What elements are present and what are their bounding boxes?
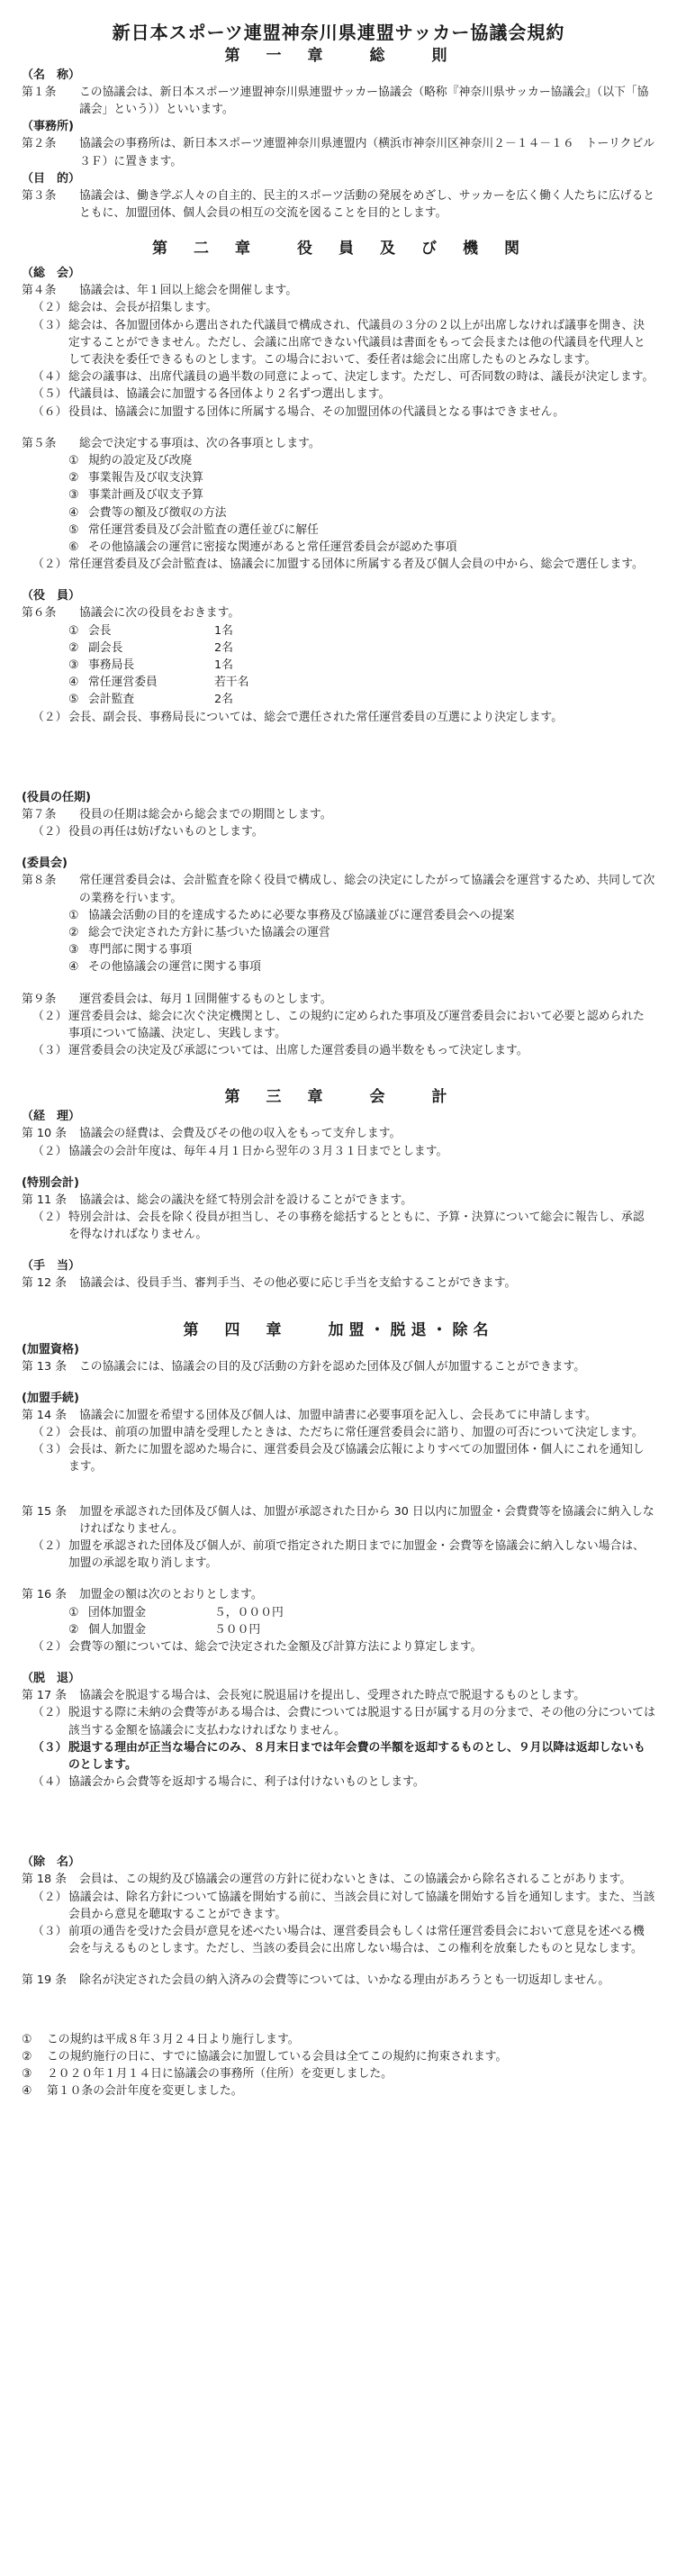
paragraph-text: 代議員は、協議会に加盟する各団体より２名ずつ選出します。 xyxy=(68,387,391,402)
chapter-1-heading: 第 一 章 総 則 xyxy=(224,47,453,65)
heading-officers: （役 員） xyxy=(22,589,81,603)
paragraph-text: 総会は、会長が招集します。 xyxy=(68,301,218,315)
list-item: ⑥ その他協議会の運営に密接な関連があると常任運営委員会が認めた事項 xyxy=(68,540,457,555)
article-4-paragraph-2 xyxy=(22,299,655,316)
article-10 xyxy=(22,1125,655,1142)
article-15 xyxy=(22,1503,655,1537)
article-2 xyxy=(22,135,655,169)
paragraph-text: 会費等の額については、総会で決定された金額及び計算方法により算定します。 xyxy=(68,1639,483,1654)
article-9-paragraph-2 xyxy=(22,1008,655,1042)
article-9-paragraph-3 xyxy=(22,1042,655,1059)
article-text: 加盟を承認された団体及び個人は、加盟が承認された日から 30 日以内に加盟金・会費費等を協議会に納入しなければなりません。 xyxy=(79,1504,654,1536)
paragraph-number: （４） xyxy=(32,1775,68,1790)
list-item: ③ 専門部に関する事項 xyxy=(68,943,193,957)
article-number: 第 18 条 xyxy=(22,1873,68,1887)
paragraph-number: （３） xyxy=(32,1740,68,1755)
bylaws-document xyxy=(22,20,655,2100)
paragraph-text: 協議会から会費等を返却する場合に、利子は付けないものとします。 xyxy=(68,1775,425,1790)
article-number: 第 10 条 xyxy=(22,1127,68,1141)
chapter-3-heading: 第 三 章 会 計 xyxy=(224,1088,453,1107)
heading-membership: (加盟資格) xyxy=(22,1342,79,1356)
article-number: 第 12 条 xyxy=(22,1276,68,1291)
article-8 xyxy=(22,872,655,906)
article-11-paragraph-2 xyxy=(22,1209,655,1243)
article-10-paragraph-2 xyxy=(22,1143,655,1160)
heading-expense: （経 理） xyxy=(22,1110,81,1124)
supplementary-note: ① この規約は平成８年３月２４日より施行します。 xyxy=(22,2032,300,2046)
fee-item: ② 個人加盟金 ５００円 xyxy=(68,1622,261,1637)
article-17-paragraph-4 xyxy=(22,1773,655,1791)
article-number: 第６条 xyxy=(22,606,57,621)
heading-office: （事務所) xyxy=(22,120,74,134)
heading-general-meeting: （総 会） xyxy=(22,267,81,281)
list-item: ⑤ 常任運営委員及び会計監査の選任並びに解任 xyxy=(68,522,319,537)
article-4-paragraph-5 xyxy=(22,385,655,403)
article-12 xyxy=(22,1274,655,1292)
supplementary-note: ③ ２０２０年１月１４日に協議会の事務所（住所）を変更しました。 xyxy=(22,2067,393,2082)
paragraph-text: 会長、副会長、事務局長については、総会で選任された常任運営委員の互選により決定します。 xyxy=(68,710,563,724)
article-text: この協議会には、協議会の目的及び活動の方針を認めた団体及び個人が加盟することができます。 xyxy=(79,1359,586,1374)
article-16 xyxy=(22,1586,655,1603)
paragraph-text: 常任運営委員及び会計監査は、協議会に加盟する団体に所属する者及び個人会員の中から、総会で選任します。 xyxy=(68,558,644,572)
paragraph-text: 脱退する際に未納の会費等がある場合は、会費については脱退する日が属する月の分まで、その他の分については該当する金額を協議会に支払わなければなりません。 xyxy=(68,1706,655,1737)
article-17-paragraph-3 xyxy=(22,1739,655,1773)
article-text: 役員の任期は総会から総会までの期間とします。 xyxy=(79,807,332,821)
paragraph-number: （２） xyxy=(32,825,68,839)
article-5-paragraph-2 xyxy=(22,556,655,573)
article-text: 総会で決定する事項は、次の各事項とします。 xyxy=(79,436,320,450)
article-number: 第２条 xyxy=(22,137,57,151)
article-number: 第５条 xyxy=(22,436,57,450)
heading-withdrawal: （脱 退） xyxy=(22,1672,81,1686)
paragraph-text: 役員の再任は妨げないものとします。 xyxy=(68,825,264,839)
paragraph-text: 会長は、前項の加盟申請を受理したときは、ただちに常任運営委員会に諮り、加盟の可否について決定します。 xyxy=(68,1425,644,1439)
paragraph-number: （２） xyxy=(32,1538,68,1553)
officer-item: ① 会長 1名 xyxy=(68,623,233,638)
paragraph-number: （２） xyxy=(32,1706,68,1720)
list-item: ① 規約の設定及び改廃 xyxy=(68,454,193,468)
article-16-paragraph-2 xyxy=(22,1638,655,1655)
list-item: ④ その他協議会の運営に関する事項 xyxy=(68,960,261,975)
article-3 xyxy=(22,187,655,222)
article-number: 第 16 条 xyxy=(22,1588,68,1602)
paragraph-number: （２） xyxy=(32,1639,68,1654)
paragraph-number: （２） xyxy=(32,301,68,315)
article-6 xyxy=(22,604,655,621)
list-item: ③ 事業計画及び収支予算 xyxy=(68,488,203,503)
paragraph-text: 会長は、新たに加盟を認めた場合に、運営委員会及び協議会広報によりすべての加盟団体・個人にこれを通知します。 xyxy=(68,1443,645,1474)
supplementary-note: ② この規約施行の日に、すでに協議会に加盟している会員は全てこの規約に拘束されます。 xyxy=(22,2049,508,2064)
article-text: 協議会は、総会の議決を経て特別会計を設けることができます。 xyxy=(79,1193,413,1207)
article-number: 第 13 条 xyxy=(22,1359,68,1374)
paragraph-number: （５） xyxy=(32,387,68,402)
paragraph-text: 協議会の会計年度は、毎年４月１日から翌年の３月３１日までとします。 xyxy=(68,1144,448,1158)
paragraph-text: 特別会計は、会長を除く役員が担当し、その事務を総括するとともに、予算・決算について総会に報告し、承認を得なければなりません。 xyxy=(68,1210,645,1242)
list-item: ② 総会で決定された方針に基づいた協議会の運営 xyxy=(68,925,330,939)
paragraph-number: （２） xyxy=(32,1210,68,1224)
article-1 xyxy=(22,84,655,118)
paragraph-text: 運営委員会は、総会に次ぐ決定機関とし、この規約に定められた事項及び運営委員会において必要と認められた事項について協議、決定し、実践します。 xyxy=(68,1009,645,1040)
heading-expulsion: （除 名） xyxy=(22,1855,81,1870)
article-number: 第４条 xyxy=(22,284,57,298)
article-4-paragraph-4 xyxy=(22,368,655,385)
paragraph-number: （３） xyxy=(32,318,68,332)
article-number: 第 17 条 xyxy=(22,1689,68,1703)
article-9 xyxy=(22,991,655,1008)
officer-item: ② 副会長 2名 xyxy=(68,640,233,655)
supplementary-note: ④ 第１０条の会計年度を変更しました。 xyxy=(22,2084,243,2099)
heading-allowance: （手 当） xyxy=(22,1259,81,1274)
article-18 xyxy=(22,1871,655,1888)
article-number: 第８条 xyxy=(22,874,57,888)
list-item: ① 協議会活動の目的を達成するために必要な事務及び協議並びに運営委員会への提案 xyxy=(68,908,515,922)
paragraph-number: （２） xyxy=(32,1425,68,1439)
chapter-4-heading: 第 四 章 加盟・脱退・除名 xyxy=(183,1320,494,1339)
article-text: この協議会は、新日本スポーツ連盟神奈川県連盟サッカー協議会（略称『神奈川県サッカー協議会』（以下「協議会」という））といいます。 xyxy=(79,86,649,117)
article-4-paragraph-3 xyxy=(22,317,655,369)
paragraph-number: （６） xyxy=(32,404,68,419)
paragraph-number: （３） xyxy=(32,1925,68,1939)
heading-procedure: (加盟手続) xyxy=(22,1391,79,1405)
article-14-paragraph-3 xyxy=(22,1441,655,1475)
article-text: 除名が決定された会員の納入済みの会費等については、いかなる理由があろうとも一切返却しません。 xyxy=(79,1973,610,1988)
officer-item: ③ 事務局長 1名 xyxy=(68,658,233,673)
article-text: 協議会を脱退する場合は、会長宛に脱退届けを提出し、受理された時点で脱退するものとします。 xyxy=(79,1689,586,1703)
article-13 xyxy=(22,1358,655,1375)
article-number: 第７条 xyxy=(22,807,57,821)
article-text: 加盟金の額は次のとおりとします。 xyxy=(79,1588,263,1602)
paragraph-number: （３） xyxy=(32,1044,68,1058)
article-19 xyxy=(22,1972,655,1989)
paragraph-text: 前項の通告を受けた会員が意見を述べたい場合は、運営委員会もしくは常任運営委員会において意見を述べる機会を与えるものとします。ただし、当該の委員会に出席しない場合は、この権利を放棄したものと見なします。 xyxy=(68,1925,645,1956)
article-6-paragraph-2 xyxy=(22,709,655,726)
list-item: ④ 会費等の額及び徴収の方法 xyxy=(68,505,227,520)
heading-purpose: （目 的） xyxy=(22,171,81,186)
article-number: 第９条 xyxy=(22,992,57,1006)
article-text: 協議会の経費は、会費及びその他の収入をもって支弁します。 xyxy=(79,1127,402,1141)
article-4 xyxy=(22,282,655,299)
article-number: 第 14 条 xyxy=(22,1408,68,1422)
paragraph-text: 協議会は、除名方針について協議を開始する前に、当該会員に対して協議を開始する旨を通知します。また、当該会員から意見を聴取することができます。 xyxy=(68,1890,655,1921)
article-17 xyxy=(22,1687,655,1704)
article-18-paragraph-3 xyxy=(22,1923,655,1957)
chapter-2-heading: 第 二 章 役 員 及 び 機 関 xyxy=(152,240,525,259)
article-number: 第３条 xyxy=(22,188,57,203)
paragraph-text: 総会の議事は、出席代議員の過半数の同意によって、決定します。ただし、可否同数の時は、議長が決定します。 xyxy=(68,370,654,385)
article-14-paragraph-2 xyxy=(22,1424,655,1441)
paragraph-text: 役員は、協議会に加盟する団体に所属する場合、その加盟団体の代議員となる事はできません。 xyxy=(68,404,565,419)
article-text: 協議会に加盟を希望する団体及び個人は、加盟申請書に必要事項を記入し、会長あてに申請します。 xyxy=(79,1408,597,1422)
officer-item: ④ 常任運営委員 若干名 xyxy=(68,676,249,690)
article-text: 運営委員会は、毎月１回開催するものとします。 xyxy=(79,992,332,1006)
paragraph-number: （４） xyxy=(32,370,68,385)
article-7-paragraph-2 xyxy=(22,823,655,840)
document-title: 新日本スポーツ連盟神奈川県連盟サッカー協議会規約 xyxy=(112,22,565,43)
article-18-paragraph-2 xyxy=(22,1889,655,1923)
article-text: 協議会に次の役員をおきます。 xyxy=(79,606,240,621)
heading-committee: (委員会) xyxy=(22,857,68,871)
article-17-paragraph-2 xyxy=(22,1704,655,1738)
paragraph-number: （２） xyxy=(32,710,68,724)
article-text: 常任運営委員会は、会計監査を除く役員で構成し、総会の決定にしたがって協議会を運営するため、共同して次の業務を行います。 xyxy=(79,874,655,905)
article-15-paragraph-2 xyxy=(22,1537,655,1572)
list-item: ② 事業報告及び収支決算 xyxy=(68,471,203,485)
paragraph-number: （２） xyxy=(32,1009,68,1023)
article-11 xyxy=(22,1192,655,1209)
article-text: 協議会の事務所は、新日本スポーツ連盟神奈川県連盟内（横浜市神奈川区神奈川２－１４－１６ トーリクビル３Ｆ）に置きます。 xyxy=(79,137,655,168)
article-number: 第 19 条 xyxy=(22,1973,68,1988)
article-number: 第 11 条 xyxy=(22,1193,68,1207)
paragraph-number: （２） xyxy=(32,1144,68,1158)
article-text: 協議会は、働き学ぶ人々の自主的、民主的スポーツ活動の発展をめざし、サッカーを広く働く人たちに広げるとともに、加盟団体、個人会員の相互の交流を図ることを目的とします。 xyxy=(79,188,655,221)
paragraph-text: 脱退する理由が正当な場合にのみ、８月末日までは年会費の半額を返却するものとし、９月以降は返却しないものとします。 xyxy=(68,1740,645,1772)
paragraph-number: （２） xyxy=(32,1890,68,1904)
paragraph-text: 総会は、各加盟団体から選出された代議員で構成され、代議員の３分の２以上が出席しなければ議事を開き、決定することができません。ただし、会議に出席できない代議員は書面をもって会長または他の代議員を代理人として表決を委任できるものとします。この場合において、委任者は総会に出席したものとみなします。 xyxy=(68,318,645,367)
article-7 xyxy=(22,806,655,823)
paragraph-number: （３） xyxy=(32,1443,68,1457)
paragraph-text: 運営委員会の決定及び承認については、出席した運営委員の過半数をもって決定します。 xyxy=(68,1044,528,1058)
heading-name: （名 称） xyxy=(22,68,81,82)
article-text: 協議会は、役員手当、審判手当、その他必要に応じ手当を支給することができます。 xyxy=(79,1276,517,1291)
heading-special-account: (特別会計) xyxy=(22,1175,79,1190)
officer-item: ⑤ 会計監査 2名 xyxy=(68,693,233,707)
heading-term: (役員の任期) xyxy=(22,790,91,804)
article-text: 会員は、この規約及び協議会の運営の方針に従わないときは、この協議会から除名されることがあります。 xyxy=(79,1873,632,1887)
paragraph-number: （２） xyxy=(32,558,68,572)
fee-item: ① 団体加盟金 ５，０００円 xyxy=(68,1605,284,1619)
article-number: 第１条 xyxy=(22,86,57,99)
article-number: 第 15 条 xyxy=(22,1504,68,1519)
article-5 xyxy=(22,435,655,452)
article-text: 協議会は、年１回以上総会を開催します。 xyxy=(79,284,298,298)
paragraph-text: 加盟を承認された団体及び個人が、前項で指定された期日までに加盟金・会費等を協議会に納入しない場合は、加盟の承認を取り消します。 xyxy=(68,1538,645,1571)
article-4-paragraph-6 xyxy=(22,404,655,421)
article-14 xyxy=(22,1407,655,1424)
